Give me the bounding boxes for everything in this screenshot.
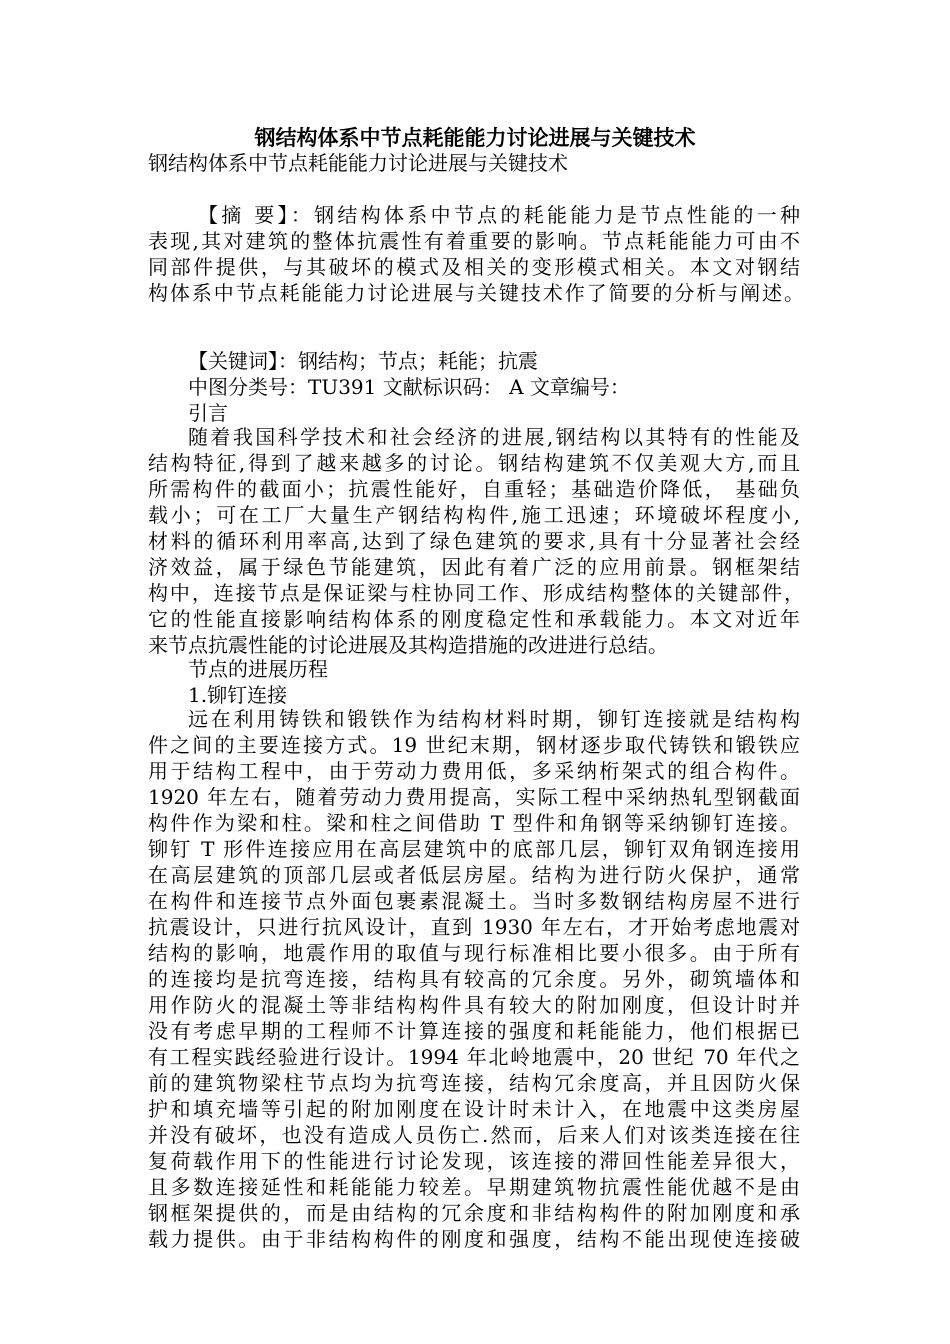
text-line: 在构件和连接节点外面包裹素混凝土。当时多数钢结构房屋不进行 (148, 889, 800, 913)
text-line: 的连接均是抗弯连接，结构具有较高的冗余度。另外，砌筑墙体和 (148, 967, 800, 991)
text-line: 没有考虑早期的工程师不计算连接的强度和耗能能力，他们根据已 (148, 1019, 800, 1043)
text-line: 用作防火的混凝土等非结构构件具有较大的附加刚度，但设计时并 (148, 993, 800, 1017)
text-line: 件之间的主要连接方式。19 世纪末期，钢材逐步取代铸铁和锻铁应 (148, 733, 800, 757)
text-line: 抗震设计，只进行抗风设计，直到 1930 年左右，才开始考虑地震对 (148, 915, 800, 939)
text-line: 且多数连接延性和耗能能力较差。早期建筑物抗震性能优越不是由 (148, 1175, 800, 1199)
text-line: 复荷载作用下的性能进行讨论发现，该连接的滞回性能差异很大， (148, 1149, 800, 1173)
text-line: 结构特征,得到了越来越多的讨论。钢结构建筑不仅美观大方,而且 (148, 451, 800, 475)
text-line: 钢结构体系中节点耗能能力讨论进展与关键技术 (148, 151, 568, 175)
text-line: 所需构件的截面小；抗震性能好，自重轻；基础造价降低， 基础负 (148, 477, 800, 501)
document-title: 钢结构体系中节点耗能能力讨论进展与关键技术 (254, 125, 696, 150)
text-line: 1920 年左右，随着劳动力费用提高，实际工程中采纳热轧型钢截面 (148, 785, 800, 809)
text-line: 同部件提供，与其破坏的模式及相关的变形模式相关。本文对钢结 (148, 255, 800, 279)
text-line: 远在利用铸铁和锻铁作为结构材料时期，铆钉连接就是结构构 (188, 707, 800, 731)
text-line: 1.铆钉连接 (188, 683, 288, 707)
text-line: 济效益，属于绿色节能建筑，因此有着广泛的应用前景。钢框架结 (148, 555, 800, 579)
text-line: 随着我国科学技术和社会经济的进展,钢结构以其特有的性能及 (188, 425, 800, 449)
text-line: 来节点抗震性能的讨论进展及其构造措施的改进进行总结。 (148, 633, 668, 657)
text-line: 载小；可在工厂大量生产钢结构构件,施工迅速；环境破坏程度小, (148, 503, 800, 527)
text-line: 它的性能直接影响结构体系的刚度稳定性和承载能力。本文对近年 (148, 607, 800, 631)
text-line: 铆钉 T 形件连接应用在高层建筑中的底部几层，铆钉双角钢连接用 (148, 837, 800, 861)
text-line: 前的建筑物梁柱节点均为抗弯连接，结构冗余度高，并且因防火保 (148, 1071, 800, 1095)
text-line: 载力提供。由于非结构构件的刚度和强度，结构不能出现使连接破 (148, 1227, 800, 1251)
text-line: 【关键词】：钢结构；节点；耗能；抗震 (188, 349, 538, 373)
text-line: 用于结构工程中，由于劳动力费用低，多采纳桁架式的组合构件。 (148, 759, 800, 783)
text-line: 有工程实践经验进行设计。1994 年北岭地震中，20 世纪 70 年代之 (148, 1045, 800, 1069)
text-line: 并没有破坏，也没有造成人员伤亡.然而，后来人们对该类连接在往 (148, 1123, 800, 1147)
text-line: 中图分类号：TU391 文献标识码： A 文章编号： (188, 375, 630, 399)
text-line: 【摘 要】：钢结构体系中节点的耗能能力是节点性能的一种 (198, 203, 800, 227)
text-line: 节点的进展历程 (188, 657, 328, 681)
text-line: 在高层建筑的顶部几层或者低层房屋。结构为进行防火保护，通常 (148, 863, 800, 887)
text-line: 结构的影响，地震作用的取值与现行标准相比要小很多。由于所有 (148, 941, 800, 965)
text-line: 构中，连接节点是保证梁与柱协同工作、形成结构整体的关键部件， (148, 581, 804, 605)
text-line: 引言 (188, 401, 228, 425)
text-line: 护和填充墙等引起的附加刚度在设计时未计入，在地震中这类房屋 (148, 1097, 800, 1121)
text-line: 表现,其对建筑的整体抗震性有着重要的影响。节点耗能能力可由不 (148, 229, 800, 253)
text-line: 材料的循环利用率高,达到了绿色建筑的要求,具有十分显著社会经 (148, 529, 800, 553)
text-line: 构体系中节点耗能能力讨论进展与关键技术作了简要的分析与阐述。 (148, 281, 804, 305)
text-line: 构件作为梁和柱。梁和柱之间借助 T 型件和角钢等采纳铆钉连接。 (148, 811, 800, 835)
text-line: 钢框架提供的，而是由结构的冗余度和非结构构件的附加刚度和承 (148, 1201, 800, 1225)
